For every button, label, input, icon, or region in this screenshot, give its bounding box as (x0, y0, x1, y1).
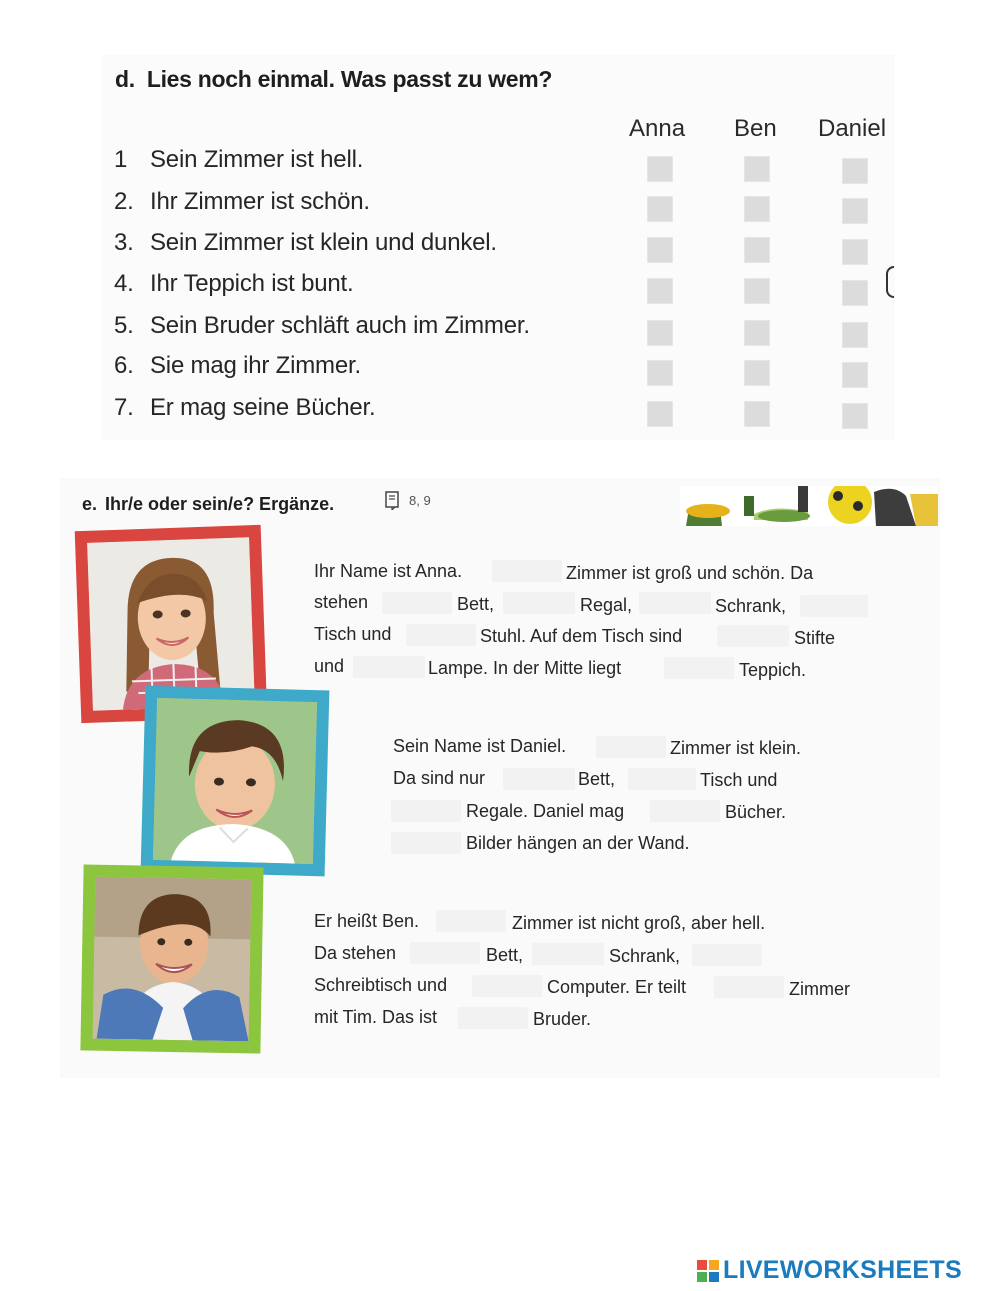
gap-daniel-6[interactable] (391, 832, 461, 854)
ben-line3-c: Zimmer (789, 979, 850, 999)
ben-line2-b: Bett, (486, 945, 524, 965)
logo-text: LIVEWORKSHEETS (723, 1256, 962, 1284)
statement-text: Sein Zimmer ist hell. (150, 146, 364, 173)
daniel-line3-a: Regale. Daniel mag (466, 801, 625, 821)
boy-portrait-icon (153, 698, 317, 864)
checkbox-anna-1[interactable] (647, 156, 673, 182)
gap-ben-3[interactable] (532, 943, 604, 965)
checkbox-anna-4[interactable] (647, 278, 673, 304)
checkbox-ben-4[interactable] (744, 278, 770, 304)
daniel-line2-b: Bett, (578, 769, 616, 789)
anna-line2-a: stehen (314, 592, 369, 612)
workbook-page-numbers: 8, 9 (409, 492, 431, 508)
ben-line1-start: Er heißt Ben. (314, 911, 420, 931)
exercise-e-heading (82, 494, 334, 515)
gap-anna-7[interactable] (717, 625, 789, 647)
checkbox-anna-5[interactable] (647, 320, 673, 346)
daniel-line2-c: Tisch und (700, 770, 778, 790)
ben-line3-a: Schreibtisch und (314, 975, 448, 995)
gap-anna-5[interactable] (800, 595, 868, 617)
exercise-e-title: Ihr/e oder sein/e? Ergänze. (105, 494, 335, 514)
statement-number: 3. (114, 229, 134, 256)
gap-ben-2[interactable] (410, 942, 480, 964)
exercise-d-title: Lies noch einmal. Was passt zu wem? (146, 66, 553, 92)
column-header-daniel: Daniel (818, 115, 887, 142)
logo-squares-icon (697, 1260, 719, 1282)
checkbox-anna-2[interactable] (647, 196, 673, 222)
anna-line3-c: Stifte (794, 628, 836, 648)
photo-anna-inner (87, 537, 255, 711)
statement-text: Sein Zimmer ist klein und dunkel. (150, 229, 497, 256)
girl-portrait-icon (87, 537, 255, 711)
checkbox-daniel-1[interactable] (842, 158, 868, 184)
statement-number: 2. (114, 188, 134, 215)
ben-line4-b: Bruder. (533, 1009, 592, 1029)
gap-ben-4[interactable] (692, 944, 762, 966)
checkbox-daniel-7[interactable] (842, 403, 868, 429)
checkbox-daniel-3[interactable] (842, 239, 868, 265)
checkbox-anna-3[interactable] (647, 237, 673, 263)
checkbox-ben-6[interactable] (744, 360, 770, 386)
cartoon-decoration (680, 486, 938, 526)
gap-anna-6[interactable] (406, 624, 476, 646)
gap-daniel-3[interactable] (628, 768, 696, 790)
ben-line2-a: Da stehen (314, 943, 397, 963)
statement-6 (114, 352, 361, 380)
scan-artifact (886, 266, 894, 298)
liveworksheets-logo (697, 1256, 962, 1285)
gap-anna-9[interactable] (664, 657, 734, 679)
gap-daniel-5[interactable] (650, 800, 720, 822)
checkbox-daniel-6[interactable] (842, 362, 868, 388)
anna-line1-end: Zimmer ist groß und schön. Da (566, 563, 814, 583)
checkbox-ben-2[interactable] (744, 196, 770, 222)
gap-anna-4[interactable] (639, 592, 711, 614)
checkbox-ben-5[interactable] (744, 320, 770, 346)
daniel-line1-end: Zimmer ist klein. (670, 738, 802, 758)
statement-3 (114, 229, 497, 257)
statement-text: Ihr Teppich ist bunt. (150, 270, 354, 297)
gap-ben-1[interactable] (436, 910, 506, 932)
statement-7 (114, 394, 375, 422)
anna-line2-b: Bett, (457, 594, 495, 614)
statement-5 (114, 312, 530, 340)
photo-ben (80, 864, 263, 1053)
statement-text: Ihr Zimmer ist schön. (150, 188, 370, 215)
gap-ben-6[interactable] (714, 976, 784, 998)
daniel-line2-a: Da sind nur (393, 768, 486, 788)
anna-line1-start: Ihr Name ist Anna. (314, 561, 463, 581)
statement-text: Sein Bruder schläft auch im Zimmer. (150, 312, 530, 339)
photo-ben-inner (93, 877, 252, 1042)
gap-daniel-2[interactable] (503, 768, 575, 790)
checkbox-anna-7[interactable] (647, 401, 673, 427)
ben-line3-b: Computer. Er teilt (547, 977, 687, 997)
checkbox-ben-3[interactable] (744, 237, 770, 263)
gap-ben-5[interactable] (472, 975, 542, 997)
anna-line2-c: Regal, (580, 595, 633, 615)
daniel-line1-start: Sein Name ist Daniel. (393, 736, 567, 756)
daniel-line3-b: Bücher. (725, 802, 787, 822)
anna-line3-b: Stuhl. Auf dem Tisch sind (480, 626, 683, 646)
ben-line4-a: mit Tim. Das ist (314, 1007, 438, 1027)
statement-1 (114, 146, 363, 174)
ben-line1-end: Zimmer ist nicht groß, aber hell. (512, 913, 766, 933)
column-header-ben: Ben (734, 115, 777, 142)
gap-daniel-4[interactable] (391, 800, 461, 822)
statement-text: Sie mag ihr Zimmer. (150, 352, 361, 379)
gap-ben-7[interactable] (458, 1007, 528, 1029)
anna-line4-b: Lampe. In der Mitte liegt (428, 658, 622, 678)
ben-line2-c: Schrank, (609, 946, 681, 966)
statement-number: 6. (114, 352, 134, 379)
statement-text: Er mag seine Bücher. (150, 394, 376, 421)
gap-anna-2[interactable] (382, 592, 452, 614)
checkbox-daniel-4[interactable] (842, 280, 868, 306)
checkbox-daniel-5[interactable] (842, 322, 868, 348)
daniel-line4-a: Bilder hängen an der Wand. (466, 833, 690, 853)
anna-line2-d: Schrank, (715, 596, 787, 616)
boy-portrait-icon (93, 877, 252, 1042)
statement-4 (114, 270, 353, 298)
anna-line3-a: Tisch und (314, 624, 392, 644)
statement-2 (114, 188, 370, 216)
anna-line4-a: und (314, 656, 345, 676)
gap-anna-8[interactable] (353, 656, 425, 678)
checkbox-ben-1[interactable] (744, 156, 770, 182)
column-header-anna: Anna (629, 115, 686, 142)
statement-number: 4. (114, 270, 134, 297)
exercise-d-heading (115, 66, 552, 93)
statement-number: 7. (114, 394, 134, 421)
checkbox-anna-6[interactable] (647, 360, 673, 386)
exercise-d-letter: d. (115, 66, 135, 92)
statement-number: 1 (114, 146, 128, 173)
workbook-reference (383, 490, 431, 510)
gap-anna-3[interactable] (503, 592, 575, 614)
gap-anna-1[interactable] (492, 560, 562, 582)
anna-line4-c: Teppich. (739, 660, 807, 680)
checkbox-daniel-2[interactable] (842, 198, 868, 224)
exercise-e-letter: e. (82, 494, 98, 514)
gap-daniel-1[interactable] (596, 736, 666, 758)
statement-number: 5. (114, 312, 134, 339)
photo-daniel-inner (153, 698, 317, 864)
checkbox-ben-7[interactable] (744, 401, 770, 427)
workbook-icon (383, 490, 403, 510)
photo-daniel (141, 686, 330, 877)
